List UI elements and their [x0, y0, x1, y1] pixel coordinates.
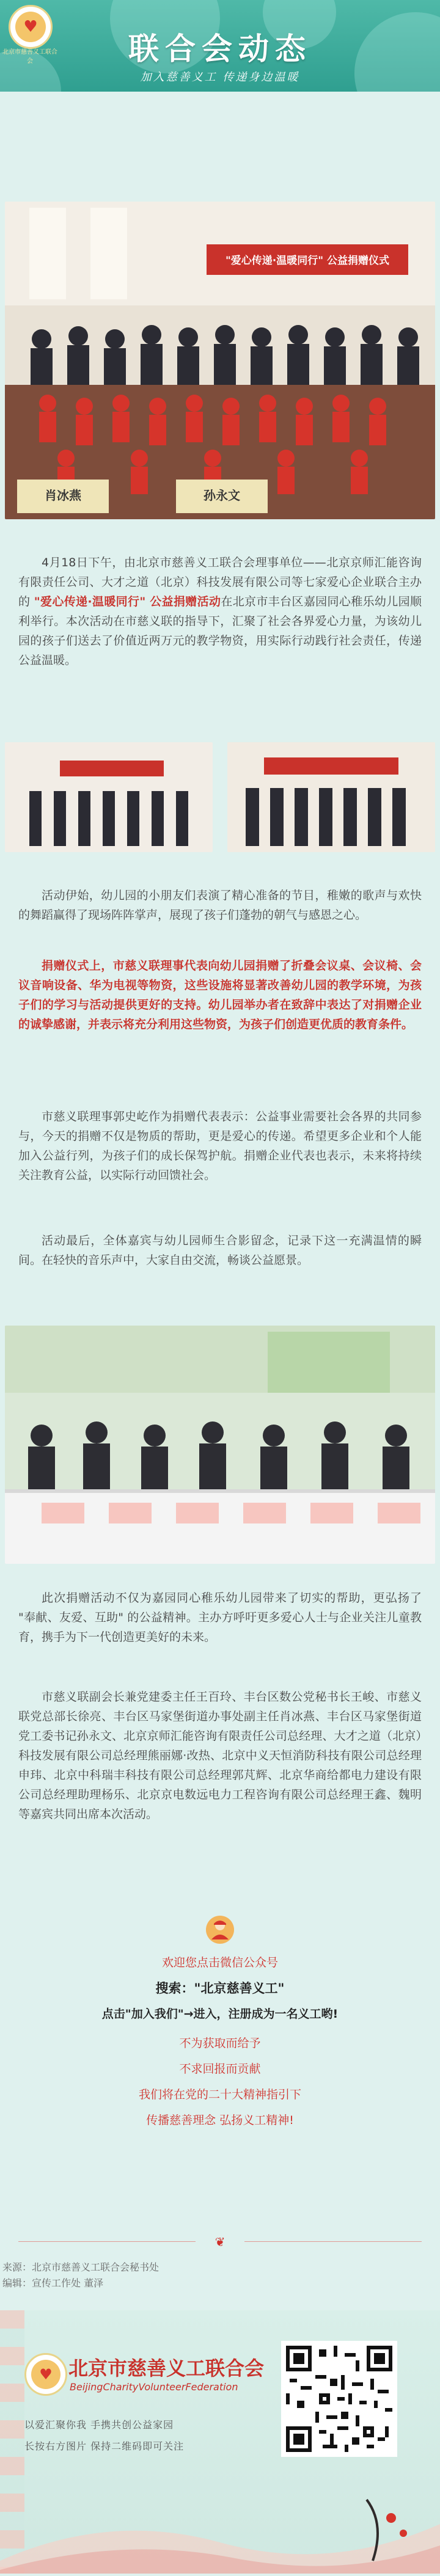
follow-line-1: 欢迎您点击微信公众号	[161, 1956, 278, 1969]
article-paragraph-5	[18, 1231, 422, 1270]
name-sign-left: 肖冰燕	[45, 488, 81, 503]
paragraph-6-text: 此次捐赠活动不仅为嘉园同心稚乐幼儿园带来了切实的帮助，更弘扬了 "奉献、友爱、互助" 的公益精神。主办方呼吁更多爱心人士与企业关注儿童教育，携手为下一代创造更美好的未来。	[18, 1591, 422, 1644]
paragraph-1-intro: 4月18日下午，由北京市慈善义工联合会理事单位——北京京师汇能咨询有限责任公司、大才之道（北京）科技发展有限公司等七家爱心企业联合主办的	[18, 556, 422, 608]
heart-icon: ♥	[15, 12, 46, 42]
banner-org-name: 北京市慈善义工联合会	[68, 2357, 265, 2380]
page-title: 联合会动态	[128, 31, 312, 67]
donation-photo	[227, 742, 435, 852]
banner-slogan-2: 长按右方图片 保持二维码即可关注	[24, 2440, 185, 2452]
paragraph-7-text: 市慈义联副会长兼党建委主任王百玲、丰台区数公党秘书长王峻、市慈义联党总部长徐亮、丰台区马家堡街道办事处副主任肖冰燕、丰台区马家堡街道党工委书记孙永文、北京京师汇能咨询有限责任公司总经理、大才之道（北京）科技发展有限公司总经理熊丽娜·改热、北京中义天恒消防科技有限公司总经理申玮、北京中科瑞丰科技有限公司总经理郭芃辉、北京华商给都电力建设有限公司总经理助理杨乐、北京京电数远电力工程咨询有限公司总经理王鑫、魏明等嘉宾共同出席本次活动。	[18, 1690, 422, 1821]
follow-section	[0, 1952, 440, 2131]
paragraph-1-rest: 在北京市丰台区嘉园同心稚乐幼儿园顺利举行。本次活动在市慈义联的指导下，汇聚了社会各界爱心力量，为该幼儿园的孩子们送去了价值近两万元的教学物资，用实际行动践行社会责任，传递公益温暖。	[18, 595, 422, 667]
footer-banner	[0, 2310, 440, 2574]
name-sign-right: 孙永文	[204, 488, 240, 503]
article-paragraph-7	[18, 1687, 422, 1824]
article-paragraph-6	[18, 1588, 422, 1647]
paragraph-1-highlight: "爱心传递·温暖同行" 公益捐赠活动	[34, 595, 221, 608]
section-divider	[18, 2236, 422, 2248]
article-paragraph-3	[18, 956, 422, 1034]
group-photo	[5, 202, 435, 519]
paragraph-4-text: 市慈义联理事郭史屹作为捐赠代表表示：公益事业需要社会各界的共同参与，今天的捐赠不仅是物质的帮助，更是爱心的传递。希望更多企业和个人能加入公益行列，为孩子们的成长保驾护航。捐赠企业代表也表示，未来将持续关注教育公益，以实际行动回馈社会。	[18, 1110, 422, 1182]
banner-org-english: BeijingCharityVolunteerFederation	[70, 2381, 238, 2393]
follow-line-4: 不为获取而给予	[179, 2037, 261, 2050]
paragraph-3-text: 捐赠仪式上，市慈义联理事代表向幼儿园捐赠了折叠会议桌、会议椅、会议音响设备、华为电视等物资，这些设施将显著改善幼儿园的教学环境，为孩子们的学习与活动提供更好的支持。幼儿园举办者在致辞中表达了对捐赠企业的诚挚感谢，并表示将充分利用这些物资，为孩子们创造更优质的教育条件。	[18, 959, 422, 1031]
bow-icon: ❦	[215, 2235, 226, 2249]
paragraph-2-text: 活动伊始，幼儿园的小朋友们表演了精心准备的节目，稚嫩的歌声与欢快的舞蹈赢得了现场阵阵掌声，展现了孩子们蓬勃的朝气与感恩之心。	[18, 889, 422, 922]
editor-line: 编辑：宣传工作处 董泽	[2, 2277, 104, 2289]
logo-caption: 北京市慈善义工联合会	[2, 49, 57, 65]
follow-line-7: 传播慈善理念 弘扬义工精神!	[146, 2114, 294, 2127]
follow-line-join: 点击"加入我们"→进入，注册成为一名义工哟!	[101, 2007, 339, 2021]
page-header	[0, 0, 440, 92]
heart-icon: ♥	[31, 2360, 61, 2389]
banner-slogan-1: 以爱汇聚你我 手携共创公益家园	[24, 2419, 174, 2431]
banner-logo	[24, 2353, 67, 2396]
qr-code[interactable]	[281, 2341, 397, 2457]
follow-line-5: 不求回报而贡献	[179, 2062, 261, 2076]
banner-swoosh	[0, 2487, 440, 2574]
article-paragraph-4	[18, 1107, 422, 1185]
event-banner-text: "爱心传递·温暖同行" 公益捐赠仪式	[225, 255, 390, 267]
header-slogan: 加入慈善义工 传递身边温暖	[140, 71, 300, 84]
follow-line-search: 搜索："北京慈善义工"	[155, 1981, 285, 1996]
signing-photo	[5, 742, 213, 852]
source-line: 来源：北京市慈善义工联合会秘书处	[2, 2261, 160, 2273]
meeting-photo	[5, 1326, 435, 1564]
article-paragraph-1	[18, 553, 422, 670]
follow-line-6: 我们将在党的二十大精神指引下	[138, 2088, 301, 2101]
paragraph-5-text: 活动最后，全体嘉宾与幼儿园师生合影留念，记录下这一充满温情的瞬间。在轻快的音乐声中，大家自由交流，畅谈公益愿景。	[18, 1234, 422, 1267]
article-paragraph-2	[18, 886, 422, 925]
volunteer-icon	[205, 1915, 235, 1944]
